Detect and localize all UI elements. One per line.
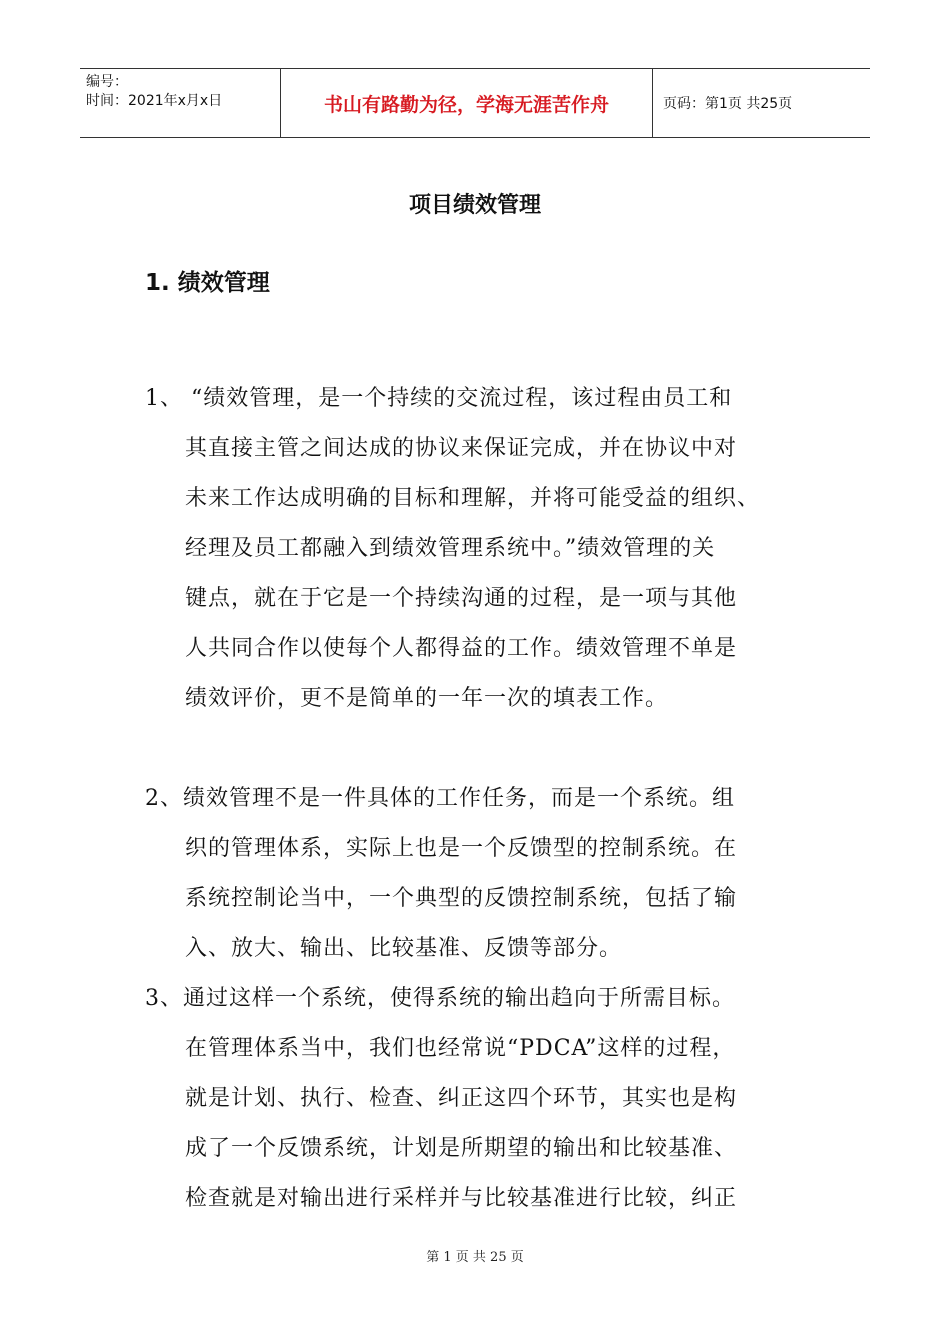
paragraph-line: 织的管理体系，实际上也是一个反馈型的控制系统。在	[185, 836, 738, 861]
paragraph-line: 键点，就在于它是一个持续沟通的过程，是一项与其他	[185, 586, 738, 611]
paragraph-line: 入、放大、输出、比较基准、反馈等部分。	[185, 936, 623, 961]
header-table	[80, 68, 870, 138]
number-label: 编号：	[86, 74, 128, 90]
document-title: 项目绩效管理	[408, 193, 541, 218]
paragraph-line: 其直接主管之间达成的协议来保证完成，并在协议中对	[185, 436, 738, 461]
page-footer: 第 1 页 共 25 页	[426, 1250, 524, 1265]
time-label: 时间：2021年x月x日	[86, 93, 223, 109]
paragraph-line: 成了一个反馈系统，计划是所期望的输出和比较基准、	[185, 1136, 738, 1161]
paragraph-line: 绩效评价，更不是简单的一年一次的填表工作。	[185, 686, 669, 711]
paragraph-line: 经理及员工都融入到绩效管理系统中。”绩效管理的关	[185, 536, 716, 561]
paragraph-line: 1、 “绩效管理，是一个持续的交流过程，该过程由员工和	[145, 386, 733, 411]
section-heading: 1. 绩效管理	[145, 270, 270, 296]
paragraph-line: 人共同合作以使每个人都得益的工作。绩效管理不单是	[185, 636, 738, 661]
paragraph-line: 检查就是对输出进行采样并与比较基准进行比较，纠正	[185, 1186, 738, 1211]
paragraph-line: 2、绩效管理不是一件具体的工作任务，而是一个系统。组	[145, 786, 735, 811]
paragraph-line: 未来工作达成明确的目标和理解，并将可能受益的组织、	[185, 486, 761, 511]
paragraph-2	[145, 774, 737, 974]
paragraph-line: 3、通过这样一个系统，使得系统的输出趋向于所需目标。	[145, 986, 735, 1011]
paragraph-line: 就是计划、执行、检查、纠正这四个环节，其实也是构	[185, 1086, 738, 1111]
paragraph-1	[145, 374, 760, 724]
paragraph-line: 在管理体系当中，我们也经常说“PDCA”这样的过程，	[185, 1036, 736, 1061]
header-meta	[80, 69, 280, 137]
header-page-info: 页码：第1页 共25页	[663, 96, 793, 112]
paragraph-3	[145, 974, 737, 1224]
paragraph-line: 系统控制论当中，一个典型的反馈控制系统，包括了输	[185, 886, 738, 911]
header-motto: 书山有路勤为径，学海无涯苦作舟	[323, 93, 609, 116]
